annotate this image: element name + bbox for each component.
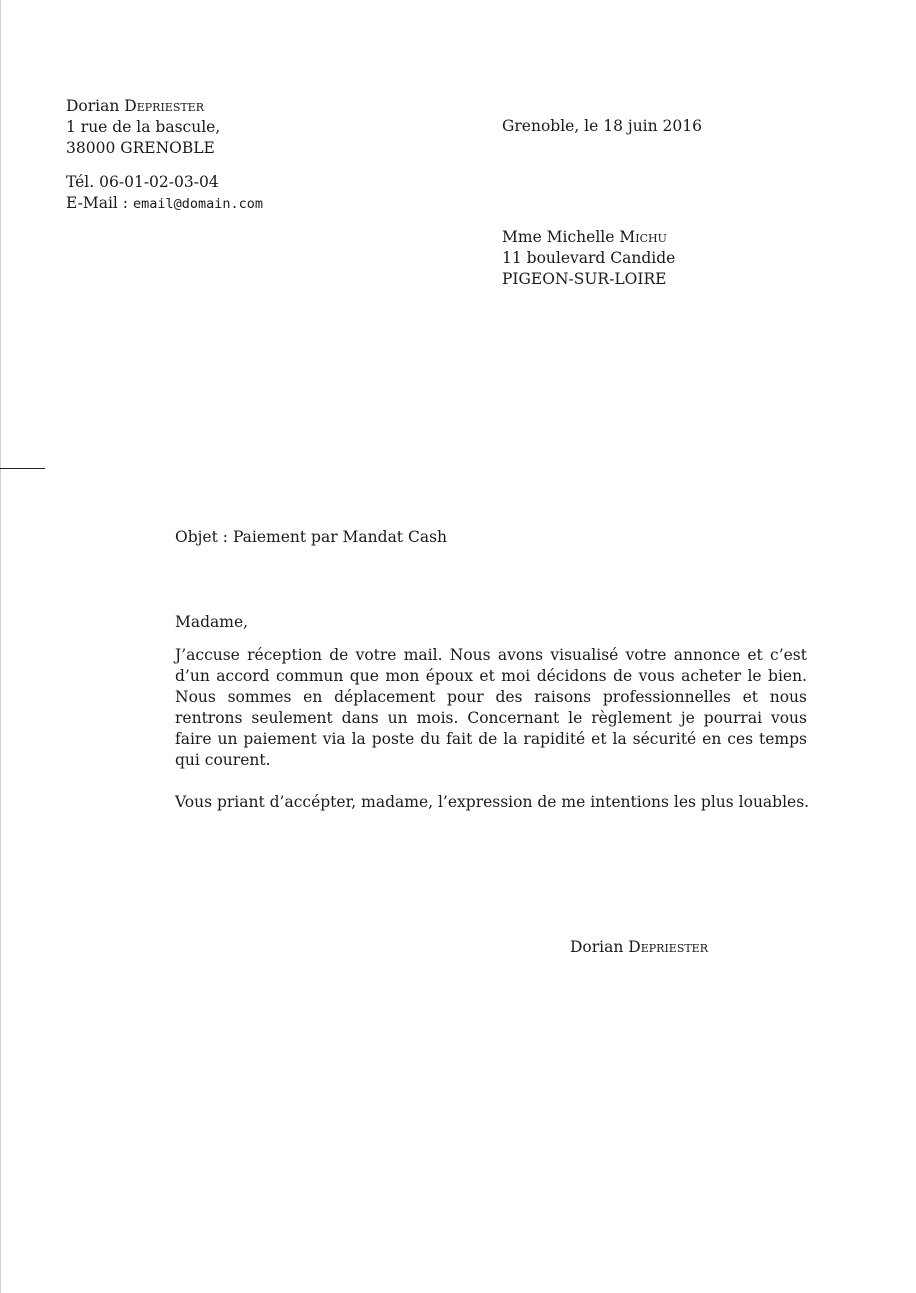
body-paragraph: J’accuse réception de votre mail. Nous avons visualisé votre annonce et c’est d’un accord commun que mon époux et moi décidons de vous acheter le bien. Nous sommes en déplacement pour des raisons professionnelles et nous rentrons seulement dans un mois. Concernant le règlement je pourrai vous faire un paiement via la poste du fait de la rapidité et la sécurité en ces temps qui courent.: [175, 646, 807, 769]
sender-contact: [66, 172, 263, 215]
subject-label: Objet :: [175, 528, 228, 546]
recipient-address: [502, 227, 675, 290]
email-label: E-Mail :: [66, 194, 129, 212]
sender-email: email@domain.com: [132, 196, 263, 212]
sender-email-line: [66, 193, 263, 215]
recipient-city: PIGEON-SUR-LOIRE: [502, 270, 667, 288]
subject-line: [175, 527, 447, 548]
recipient-title-first: Mme Michelle: [502, 228, 615, 246]
signature-last-name: Depriester: [628, 938, 708, 956]
sender-city: 38000 GRENOBLE: [66, 139, 215, 157]
fold-mark: [0, 468, 45, 469]
sender-address: [66, 96, 220, 159]
phone-label: Tél.: [66, 173, 95, 191]
sender-street: 1 rue de la bascule,: [66, 118, 221, 136]
closing-line: Vous priant d’accépter, madame, l’expression de me intentions les plus louables.: [175, 793, 810, 811]
sender-phone-line: [66, 172, 263, 193]
signature: [570, 937, 708, 958]
recipient-street: 11 boulevard Candide: [502, 249, 676, 267]
date-line: Grenoble, le 18 juin 2016: [502, 117, 702, 135]
page-left-edge: [0, 0, 1, 1293]
recipient-last-name: Michu: [619, 228, 667, 246]
sender-last-name: Depriester: [124, 97, 204, 115]
subject-text: Paiement par Mandat Cash: [232, 528, 448, 546]
sender-phone: 06-01-02-03-04: [99, 173, 219, 191]
sender-name: [66, 96, 220, 117]
sender-first-name: Dorian: [66, 97, 120, 115]
signature-first-name: Dorian: [570, 938, 624, 956]
salutation: Madame,: [175, 613, 249, 631]
recipient-name: [502, 227, 675, 248]
